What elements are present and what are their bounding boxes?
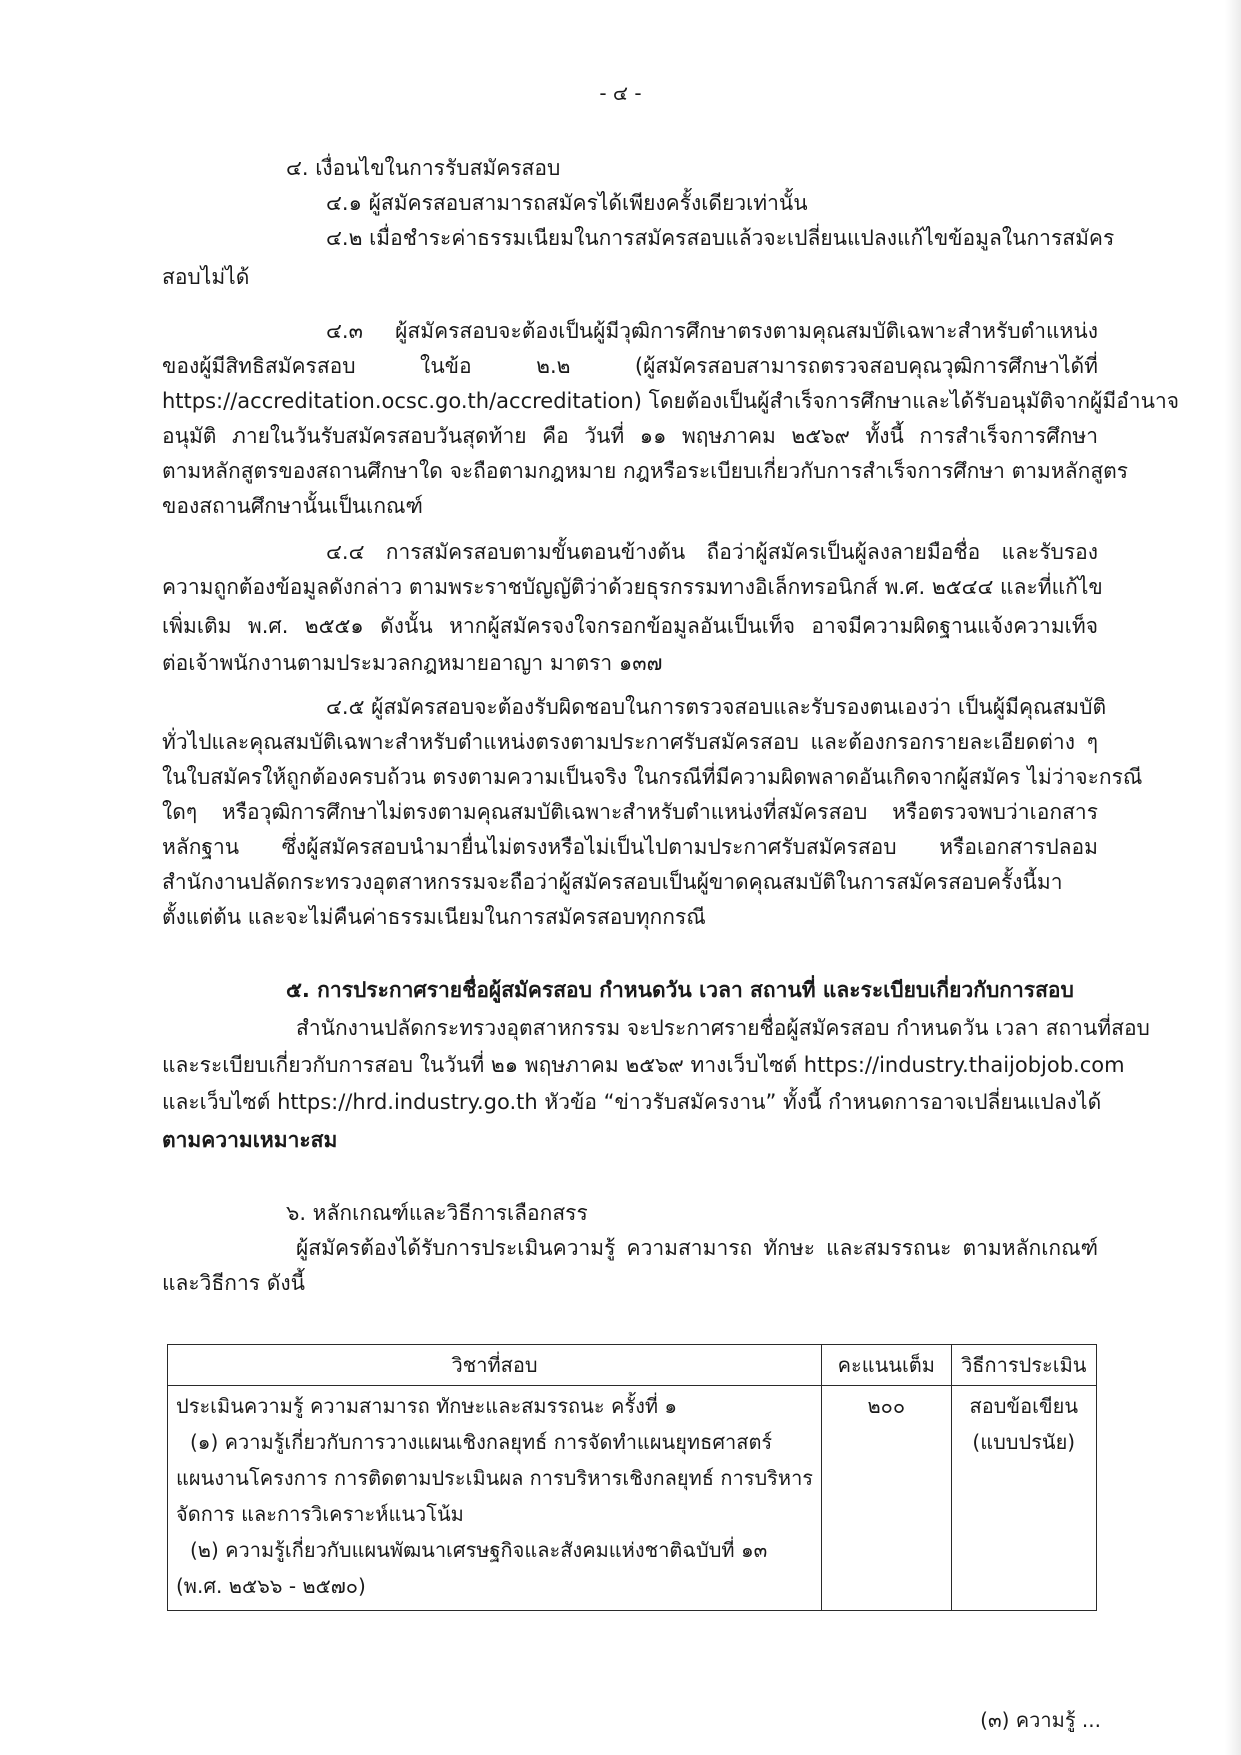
section-6-heading: ๖. หลักเกณฑ์และวิธีการเลือกสรร <box>286 1201 588 1225</box>
section-4-3-line-6: ของสถานศึกษานั้นเป็นเกณฑ์ <box>162 494 423 518</box>
section-6-line-1: ผู้สมัครต้องได้รับการประเมินความรู้ ความสามารถ ทักษะ และสมรรถนะ ตามหลักเกณฑ์ <box>296 1236 1098 1260</box>
subject-line: แผนงานโครงการ การติดตามประเมินผล การบริหารเชิงกลยุทธ์ การบริหาร <box>176 1466 814 1490</box>
section-4-2-line-2: สอบไม่ได้ <box>162 265 250 289</box>
scan-edge-shadow <box>1225 0 1241 1755</box>
section-5-line-2: และระเบียบเกี่ยวกับการสอบ ในวันที่ ๒๑ พฤษภาคม ๒๕๖๙ ทางเว็บไซต์ https://industry.thaijobjob.com <box>162 1053 1125 1077</box>
section-4-2-line-1: ๔.๒ เมื่อชำระค่าธรรมเนียมในการสมัครสอบแล้วจะเปลี่ยนแปลงแก้ไขข้อมูลในการสมัคร <box>326 226 1115 250</box>
section-4-5-line-6: สำนักงานปลัดกระทรวงอุตสาหกรรมจะถือว่าผู้สมัครสอบเป็นผู้ขาดคุณสมบัติในการสมัครสอบครั้งนี้มา <box>162 870 1063 894</box>
section-5-line-3: และเว็บไซต์ https://hrd.industry.go.th หัวข้อ “ข่าวรับสมัครงาน” ทั้งนี้ กำหนดการอาจเปลี่ยนแปลงได้ <box>162 1090 1102 1114</box>
section-4-3-line-5: ตามหลักสูตรของสถานศึกษาใด จะถือตามกฎหมาย กฎหรือระเบียบเกี่ยวกับการสำเร็จการศึกษา ตามหลักสูตร <box>162 459 1129 483</box>
table-header-row <box>168 1345 1097 1386</box>
subject-line: (๒) ความรู้เกี่ยวกับแผนพัฒนาเศรษฐกิจและสังคมแห่งชาติฉบับที่ ๑๓ <box>190 1538 768 1562</box>
subject-line: จัดการ และการวิเคราะห์แนวโน้ม <box>176 1502 464 1526</box>
section-5-line-1: สำนักงานปลัดกระทรวงอุตสาหกรรม จะประกาศรายชื่อผู้สมัครสอบ กำหนดวัน เวลา สถานที่สอบ <box>296 1016 1150 1040</box>
section-4-4-line-4: ต่อเจ้าพนักงานตามประมวลกฎหมายอาญา มาตรา ๑๓๗ <box>162 651 663 675</box>
section-4-heading: ๔. เงื่อนไขในการรับสมัครสอบ <box>286 156 561 180</box>
section-4-4-line-3: เพิ่มเติม พ.ศ. ๒๕๕๑ ดังนั้น หากผู้สมัครจงใจกรอกข้อมูลอันเป็นเท็จ อาจมีความผิดฐานแจ้งความเท็จ <box>162 614 1098 638</box>
selection-criteria-table <box>167 1344 1097 1611</box>
full-score-value: ๒๐๐ <box>867 1394 906 1418</box>
section-4-3-line-2: ของผู้มีสิทธิสมัครสอบ ในข้อ ๒.๒ (ผู้สมัครสอบสามารถตรวจสอบคุณวุฒิการศึกษาได้ที่ <box>162 354 1098 378</box>
table-row <box>168 1386 1097 1611</box>
section-4-5-line-4: ใดๆ หรือวุฒิการศึกษาไม่ตรงตามคุณสมบัติเฉพาะสำหรับตำแหน่งที่สมัครสอบ หรือตรวจพบว่าเอกสาร <box>162 800 1098 824</box>
page-number: - ๔ - <box>599 81 642 105</box>
section-4-3-line-1: ๔.๓ ผู้สมัครสอบจะต้องเป็นผู้มีวุฒิการศึกษาตรงตามคุณสมบัติเฉพาะสำหรับตำแหน่ง <box>326 319 1098 343</box>
method-line: (แบบปรนัย) <box>972 1430 1076 1454</box>
subject-line: (๑) ความรู้เกี่ยวกับการวางแผนเชิงกลยุทธ์ การจัดทำแผนยุทธศาสตร์ <box>190 1430 773 1454</box>
continuation-marker: (๓) ความรู้ ... <box>980 1708 1101 1732</box>
subject-cell <box>168 1386 822 1611</box>
section-4-3-line-3: https://accreditation.ocsc.go.th/accreditation) โดยต้องเป็นผู้สำเร็จการศึกษาและได้รับอนุมัติจากผู้มีอำนาจ <box>162 389 1180 413</box>
header-subject: วิชาที่สอบ <box>168 1345 822 1386</box>
section-4-1: ๔.๑ ผู้สมัครสอบสามารถสมัครได้เพียงครั้งเดียวเท่านั้น <box>326 191 808 215</box>
section-5-line-4: ตามความเหมาะสม <box>162 1128 338 1152</box>
section-4-4-line-2: ความถูกต้องข้อมูลดังกล่าว ตามพระราชบัญญัติว่าด้วยธุรกรรมทางอิเล็กทรอนิกส์ พ.ศ. ๒๕๔๔ และที่แก้ไข <box>162 575 1103 599</box>
header-evaluation-method: วิธีการประเมิน <box>951 1345 1096 1386</box>
subject-line: (พ.ศ. ๒๕๖๖ - ๒๕๗๐) <box>176 1574 366 1598</box>
section-6-line-2: และวิธีการ ดังนี้ <box>162 1271 306 1295</box>
section-4-5-line-7: ตั้งแต่ต้น และจะไม่คืนค่าธรรมเนียมในการสมัครสอบทุกกรณี <box>162 905 706 929</box>
section-4-4-line-1: ๔.๔ การสมัครสอบตามขั้นตอนข้างต้น ถือว่าผู้สมัครเป็นผู้ลงลายมือชื่อ และรับรอง <box>326 540 1098 564</box>
section-4-5-line-1: ๔.๕ ผู้สมัครสอบจะต้องรับผิดชอบในการตรวจสอบและรับรองตนเองว่า เป็นผู้มีคุณสมบัติ <box>326 695 1107 719</box>
header-full-score: คะแนนเต็ม <box>822 1345 951 1386</box>
section-4-5-line-3: ในใบสมัครให้ถูกต้องครบถ้วน ตรงตามความเป็นจริง ในกรณีที่มีความผิดพลาดอันเกิดจากผู้สมัคร ไม่ว่าจะกรณี <box>162 765 1143 789</box>
score-cell <box>822 1386 951 1611</box>
section-4-3-line-4: อนุมัติ ภายในวันรับสมัครสอบวันสุดท้าย คือ วันที่ ๑๑ พฤษภาคม ๒๕๖๙ ทั้งนี้ การสำเร็จการศึกษา <box>162 424 1098 448</box>
section-5-heading: ๕. การประกาศรายชื่อผู้สมัครสอบ กำหนดวัน เวลา สถานที่ และระเบียบเกี่ยวกับการสอบ <box>286 978 1074 1002</box>
section-4-5-line-5: หลักฐาน ซึ่งผู้สมัครสอบนำมายื่นไม่ตรงหรือไม่เป็นไปตามประกาศรับสมัครสอบ หรือเอกสารปลอม <box>162 835 1098 859</box>
section-4-5-line-2: ทั่วไปและคุณสมบัติเฉพาะสำหรับตำแหน่งตรงตามประกาศรับสมัครสอบ และต้องกรอกรายละเอียดต่าง ๆ <box>162 730 1098 754</box>
method-line: สอบข้อเขียน <box>969 1394 1078 1418</box>
method-cell <box>951 1386 1096 1611</box>
subject-line: ประเมินความรู้ ความสามารถ ทักษะและสมรรถนะ ครั้งที่ ๑ <box>176 1394 678 1418</box>
